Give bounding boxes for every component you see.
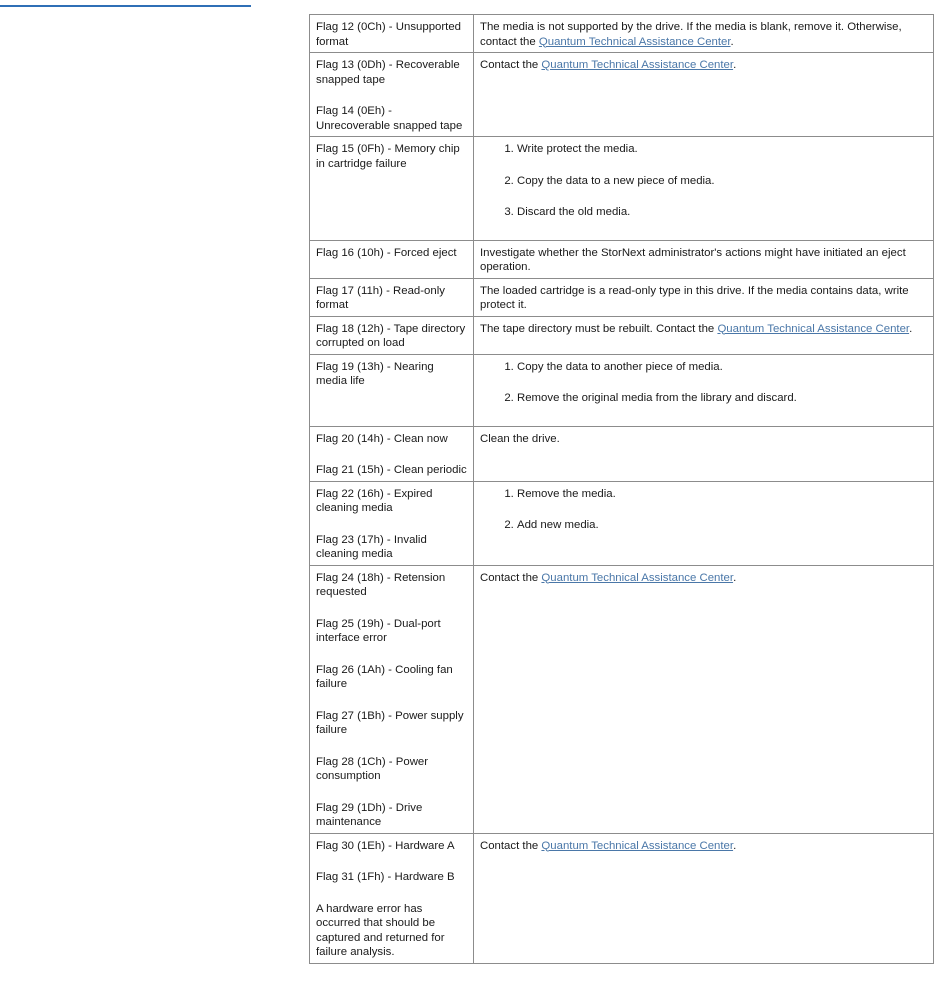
flag-cell — [310, 354, 474, 426]
table-row — [310, 240, 934, 278]
flag-cell — [310, 278, 474, 316]
flag-cell — [310, 833, 474, 963]
flag-label: Flag 14 (0Eh) - Unrecoverable snapped tape — [316, 105, 463, 132]
action-step: 2. Copy the data to a new piece of media. — [517, 174, 927, 189]
action-cell — [474, 278, 934, 316]
table-row — [310, 481, 934, 565]
action-cell — [474, 354, 934, 426]
action-cell — [474, 481, 934, 565]
flag-label: Flag 13 (0Dh) - Recoverable snapped tape — [316, 59, 460, 86]
flag-cell — [310, 316, 474, 354]
flag-label: Flag 18 (12h) - Tape directory corrupted on load — [316, 322, 466, 349]
action-step: 3. Discard the old media. — [517, 205, 927, 220]
flag-label: Flag 23 (17h) - Invalid cleaning media — [316, 533, 427, 560]
action-cell — [474, 316, 934, 354]
action-cell — [474, 15, 934, 53]
flag-cell — [310, 15, 474, 53]
flag-cell — [310, 53, 474, 137]
flag-label: Flag 21 (15h) - Clean periodic — [316, 464, 467, 476]
action-text: Clean the drive. — [480, 432, 560, 445]
action-text-end: . — [730, 35, 734, 48]
flag-note: A hardware error has occurred that should be captured and returned for failure analysis. — [316, 902, 445, 958]
support-center-link[interactable]: Quantum Technical Assistance Center — [541, 571, 734, 584]
flag-cell — [310, 565, 474, 833]
action-step: 2. Add new media. — [517, 518, 927, 533]
tape-alert-flags-table — [309, 14, 934, 964]
action-cell — [474, 833, 934, 963]
table-row — [310, 53, 934, 137]
action-step: 1. Copy the data to another piece of media. — [517, 360, 927, 375]
flag-label: Flag 15 (0Fh) - Memory chip in cartridge failure — [316, 143, 460, 170]
table-row — [310, 833, 934, 963]
action-step: 2. Remove the original media from the library and discard. — [517, 391, 927, 406]
flag-label: Flag 25 (19h) - Dual-port interface error — [316, 617, 441, 644]
action-text: Contact the — [480, 59, 542, 71]
action-cell — [474, 426, 934, 481]
header-rule — [0, 5, 251, 7]
action-text: Contact the — [480, 571, 542, 584]
flag-label: Flag 29 (1Dh) - Drive maintenance — [316, 801, 423, 828]
support-center-link[interactable]: Quantum Technical Assistance Center — [538, 35, 731, 48]
table-row — [310, 354, 934, 426]
flag-label: Flag 16 (10h) - Forced eject — [316, 246, 457, 259]
action-text: The loaded cartridge is a read-only type in this drive. If the media contains data, write protect it. — [480, 284, 909, 311]
flag-label: Flag 19 (13h) - Nearing media life — [316, 360, 434, 387]
flag-cell — [310, 240, 474, 278]
support-center-link[interactable]: Quantum Technical Assistance Center — [717, 322, 910, 335]
flag-cell — [310, 426, 474, 481]
table-row — [310, 426, 934, 481]
table-row — [310, 278, 934, 316]
action-step: 1. Write protect the media. — [517, 142, 927, 157]
table-row — [310, 137, 934, 241]
action-steps-list — [480, 360, 927, 406]
table-row — [310, 316, 934, 354]
action-steps-list — [480, 142, 927, 220]
flag-label: Flag 24 (18h) - Retension requested — [316, 571, 446, 598]
flag-cell — [310, 137, 474, 241]
action-cell — [474, 565, 934, 833]
flag-label: Flag 27 (1Bh) - Power supply failure — [316, 709, 464, 736]
table-row — [310, 15, 934, 53]
action-cell — [474, 137, 934, 241]
action-text-end: . — [733, 839, 737, 852]
action-text: Contact the — [480, 839, 542, 852]
flag-label: Flag 31 (1Fh) - Hardware B — [316, 871, 455, 883]
action-text-end: . — [909, 322, 913, 335]
flag-label: Flag 17 (11h) - Read-only format — [316, 284, 445, 311]
action-text: The tape directory must be rebuilt. Contact the — [480, 322, 718, 335]
support-center-link[interactable]: Quantum Technical Assistance Center — [541, 59, 734, 71]
flag-label: Flag 30 (1Eh) - Hardware A — [316, 839, 455, 852]
action-text-end: . — [733, 59, 737, 71]
table-body — [310, 15, 934, 964]
support-center-link[interactable]: Quantum Technical Assistance Center — [541, 839, 734, 852]
flag-label: Flag 28 (1Ch) - Power consumption — [316, 755, 429, 782]
flag-label: Flag 20 (14h) - Clean now — [316, 432, 448, 445]
flag-label: Flag 26 (1Ah) - Cooling fan failure — [316, 663, 453, 690]
action-text: The media is not supported by the drive. If the media is blank, remove it. Otherwise, contact the — [480, 21, 902, 48]
action-cell — [474, 53, 934, 137]
action-cell — [474, 240, 934, 278]
action-steps-list — [480, 487, 927, 533]
flag-label: Flag 22 (16h) - Expired cleaning media — [316, 487, 433, 514]
flag-label: Flag 12 (0Ch) - Unsupported format — [316, 21, 461, 48]
action-step: 1. Remove the media. — [517, 487, 927, 502]
flag-cell — [310, 481, 474, 565]
table-row — [310, 565, 934, 833]
action-text: Investigate whether the StorNext administrator's actions might have initiated an eject operation. — [480, 246, 906, 273]
action-text-end: . — [733, 571, 737, 584]
